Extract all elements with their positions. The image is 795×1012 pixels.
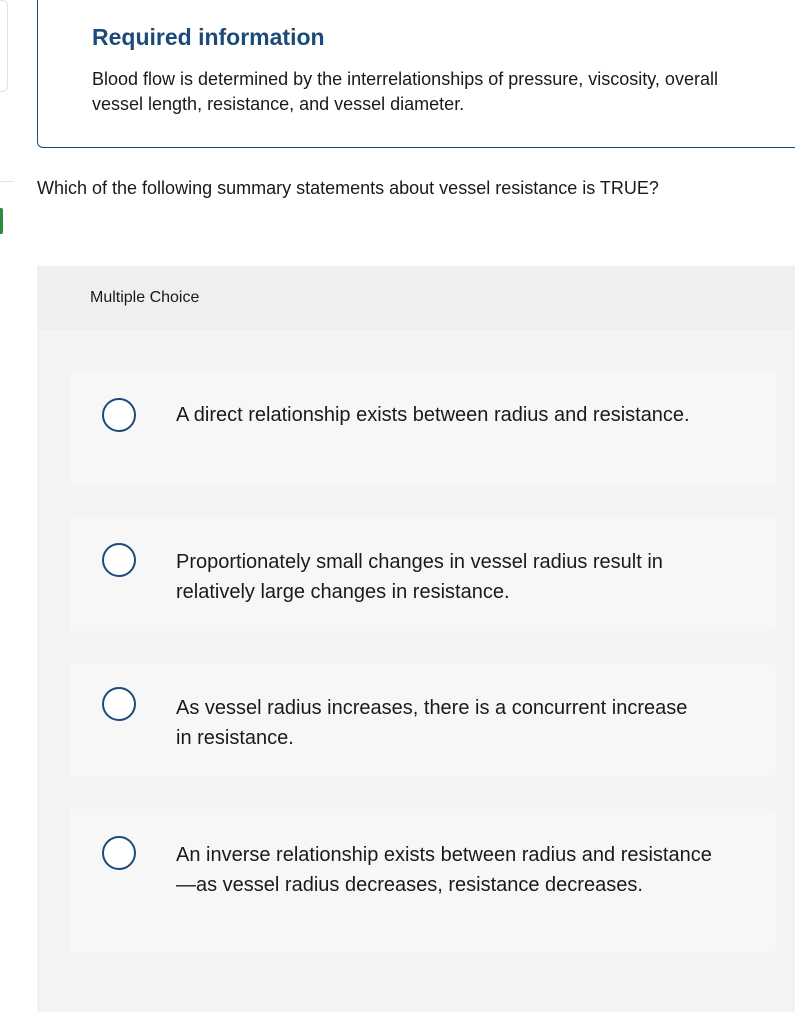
info-text: Blood flow is determined by the interrelationships of pressure, viscosity, overall vessel length, resistance, and vessel diameter. (92, 69, 718, 114)
answer-option[interactable] (70, 517, 776, 631)
divider (0, 181, 14, 182)
answer-option[interactable] (70, 371, 776, 485)
answer-option[interactable] (70, 663, 776, 777)
radio-button[interactable] (102, 543, 136, 577)
multiple-choice-label: Multiple Choice (90, 289, 200, 306)
side-panel-tab[interactable] (0, 0, 8, 92)
radio-button[interactable] (102, 836, 136, 870)
progress-indicator (0, 208, 3, 234)
multiple-choice-header (37, 266, 795, 330)
radio-button[interactable] (102, 687, 136, 721)
answer-option-text: A direct relationship exists between radius and resistance. (176, 404, 690, 426)
radio-button[interactable] (102, 398, 136, 432)
answer-option[interactable] (70, 809, 776, 953)
info-title: Required information (92, 24, 325, 50)
answer-option-text: Proportionately small changes in vessel radius result in relatively large changes in resistance. (176, 551, 663, 603)
answer-option-text: As vessel radius increases, there is a concurrent increase in resistance. (176, 697, 688, 749)
question-text: Which of the following summary statements about vessel resistance is TRUE? (37, 178, 659, 198)
answer-option-text: An inverse relationship exists between radius and resistance—as vessel radius decreases, resistance decreases. (176, 844, 712, 896)
